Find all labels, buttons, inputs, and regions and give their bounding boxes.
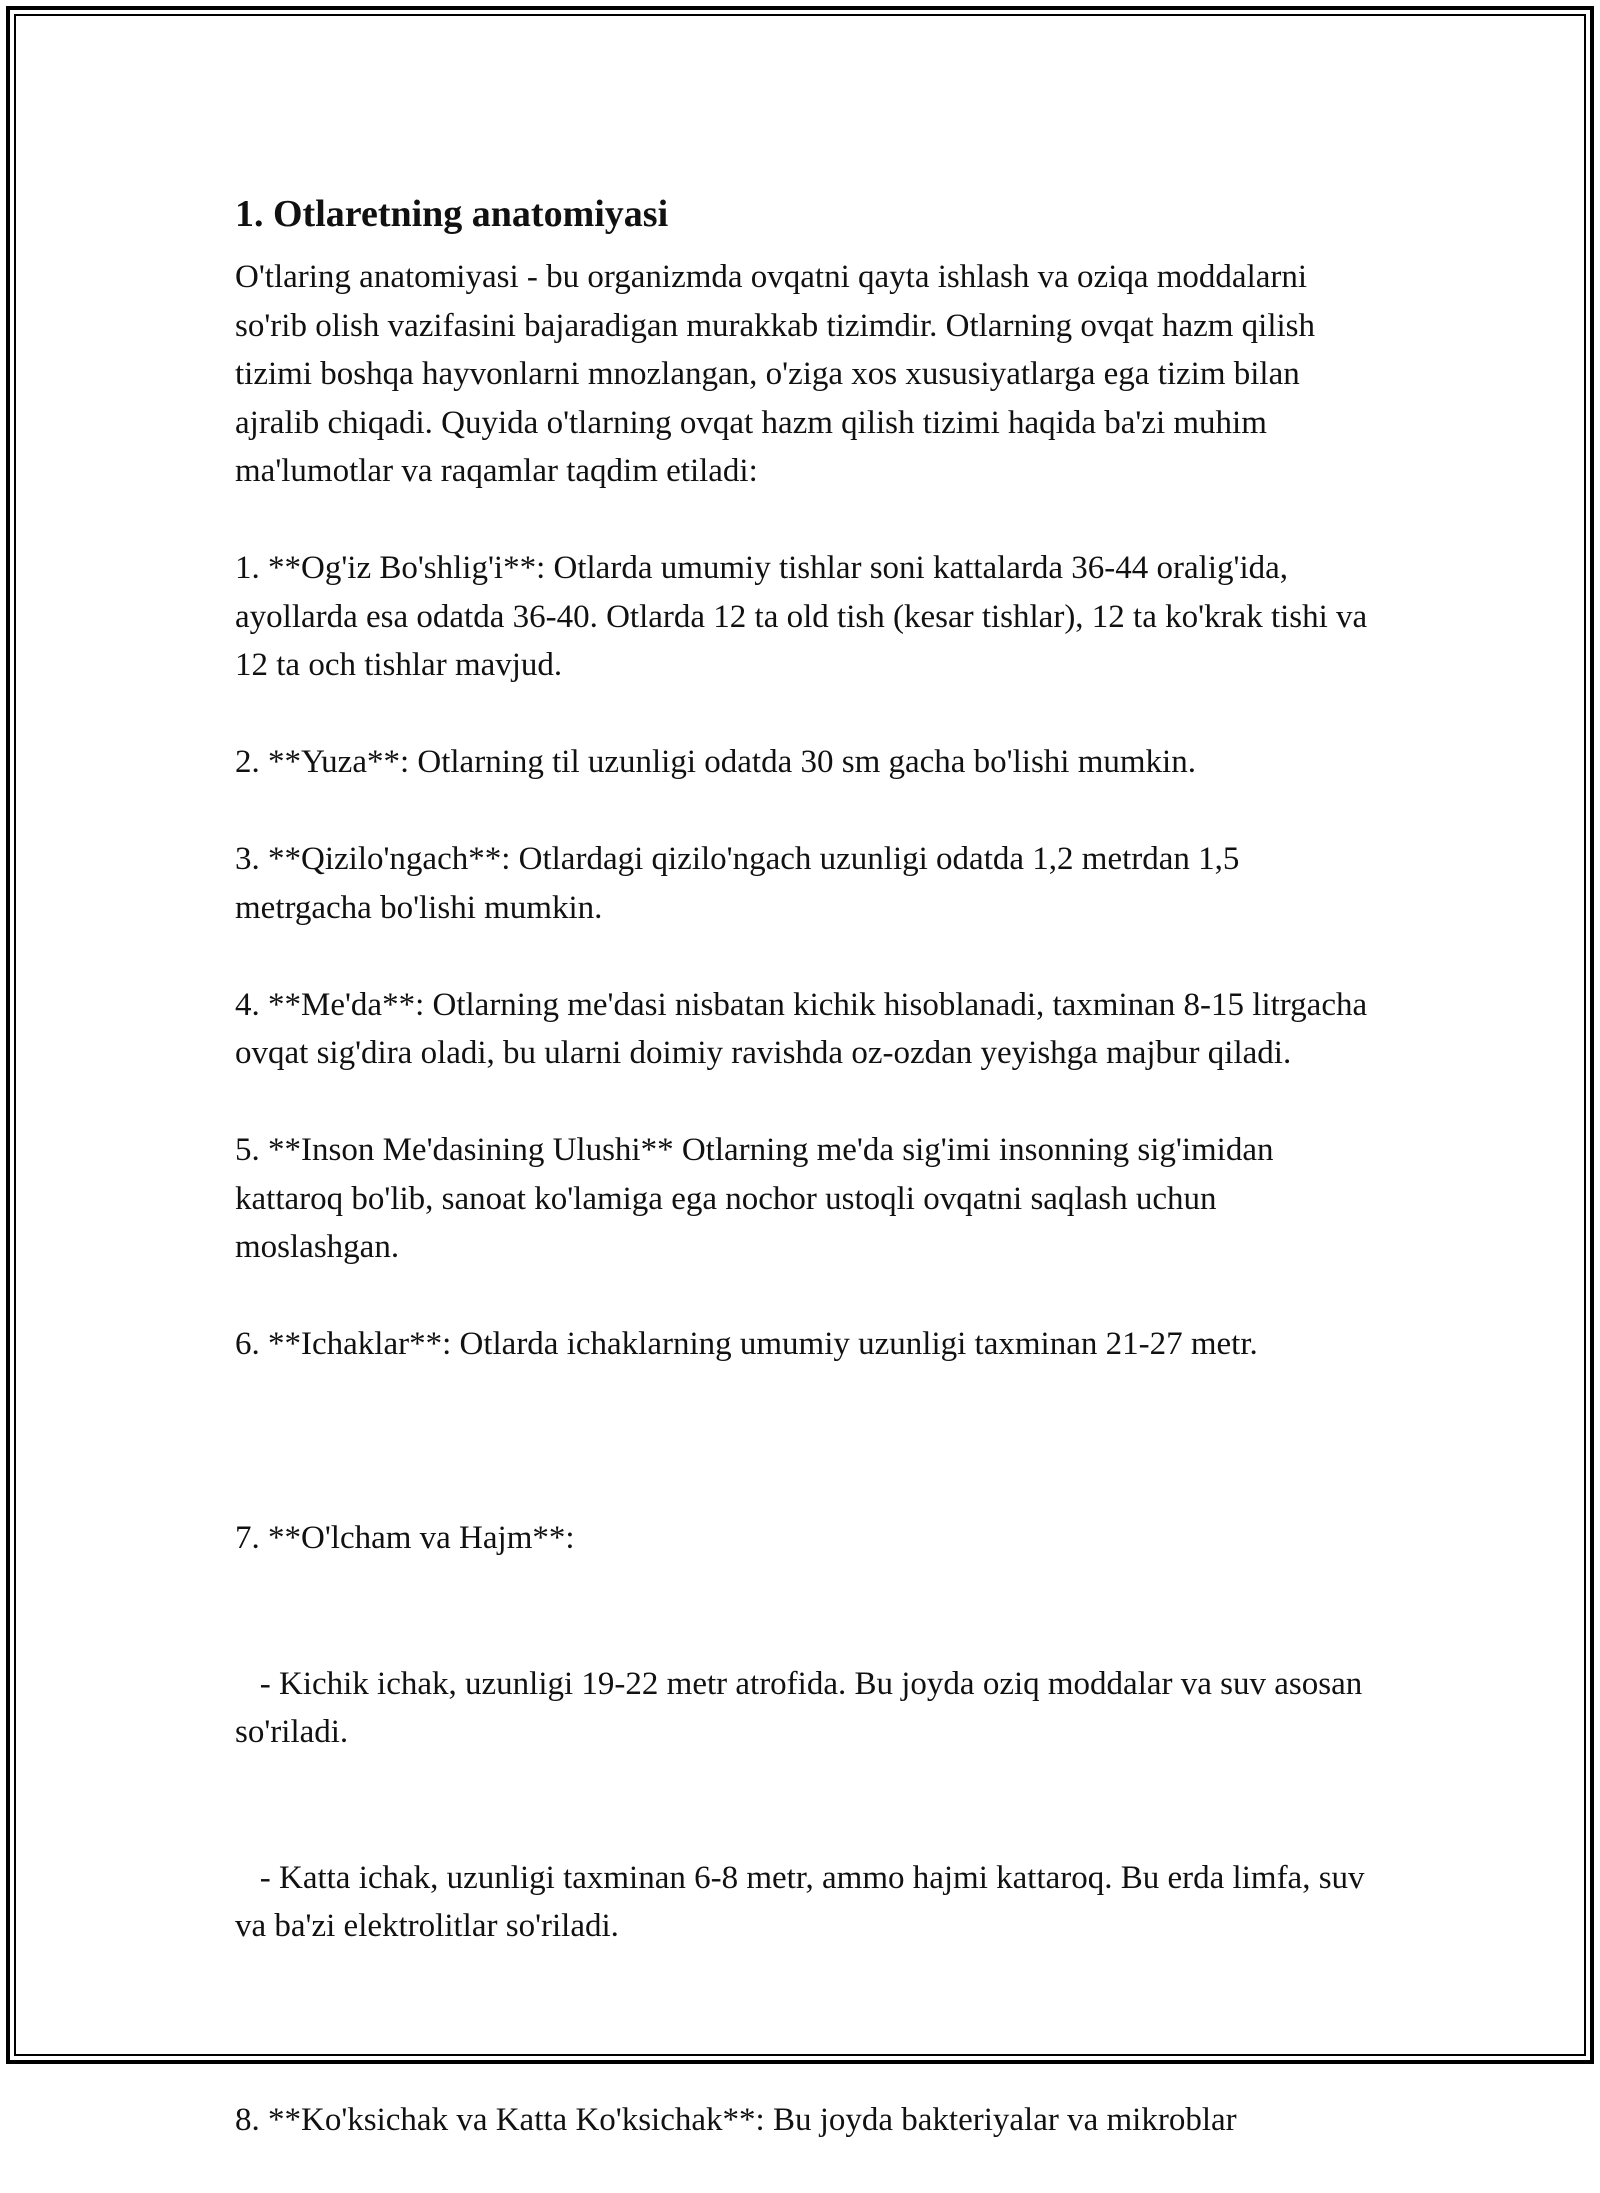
list-item-size-volume [235,1417,1373,2048]
list-subitem-large-intestine: - Katta ichak, uzunligi taxminan 6-8 metr, ammo hajmi kattaroq. Bu erda limfa, suv va ba'zi elektrolitlar so'riladi. [235,1859,1373,1944]
section-heading: 1. Otlaretning anatomiyasi [235,193,669,235]
list-subitem-small-intestine: - Kichik ichak, uzunligi 19-22 metr atrofida. Bu joyda oziq moddalar va suv asosan so'riladi. [235,1665,1371,1750]
list-item-oral-cavity: 1. **Og'iz Bo'shlig'i**: Otlarda umumiy tishlar soni kattalarda 36-44 oralig'ida, ayollarda esa odatda 36-40. Otlarda 12 ta old tish (kesar tishlar), 12 ta ko'krak tishi va 12 ta och tishlar mavjud. [235,550,1376,683]
list-item-tongue: 2. **Yuza**: Otlarning til uzunligi odatda 30 sm gacha bo'lishi mumkin. [235,744,1196,780]
list-item-esophagus: 3. **Qizilo'ngach**: Otlardagi qizilo'ngach uzunligi odatda 1,2 metrdan 1,5 metrgacha bo'lishi mumkin. [235,841,1248,926]
intro-paragraph: O'tlaring anatomiyasi - bu organizmda ovqatni qayta ishlash va oziqa moddalarni so'rib olish vazifasini bajaradigan murakkab tizimdir. Otlarning ovqat hazm qilish tizimi boshqa hayvonlarni mnozlangan, o'ziga xos xususiyatlarga ega tizim bilan ajralib chiqadi. Quyida o'tlarning ovqat hazm qilish tizimi haqida ba'zi muhim ma'lumotlar va raqamlar taqdim etiladi: [235,259,1324,489]
list-item-size-volume-title: 7. **O'lcham va Hajm**: [235,1520,575,1556]
list-item-stomach: 4. **Me'da**: Otlarning me'dasi nisbatan kichik hisoblanadi, taxminan 8-15 litrgacha ovqat sig'dira oladi, bu ularni doimiy ravishda oz-ozdan yeyishga majbur qiladi. [235,986,1376,1071]
list-item-intestines: 6. **Ichaklar**: Otlarda ichaklarning umumiy uzunligi taxminan 21-27 metr. [235,1326,1258,1362]
list-item-cecum: 8. **Ko'ksichak va Katta Ko'ksichak**: Bu joyda bakteriyalar va mikroblar [235,2102,1237,2138]
document-page [235,185,1376,2193]
list-item-stomach-ratio: 5. **Inson Me'dasining Ulushi** Otlarning me'da sig'imi insonning sig'imidan kattaroq bo'lib, sanoat ko'lamiga ega nochor ustoqli ovqatni saqlash uchun moslashgan. [235,1132,1282,1265]
